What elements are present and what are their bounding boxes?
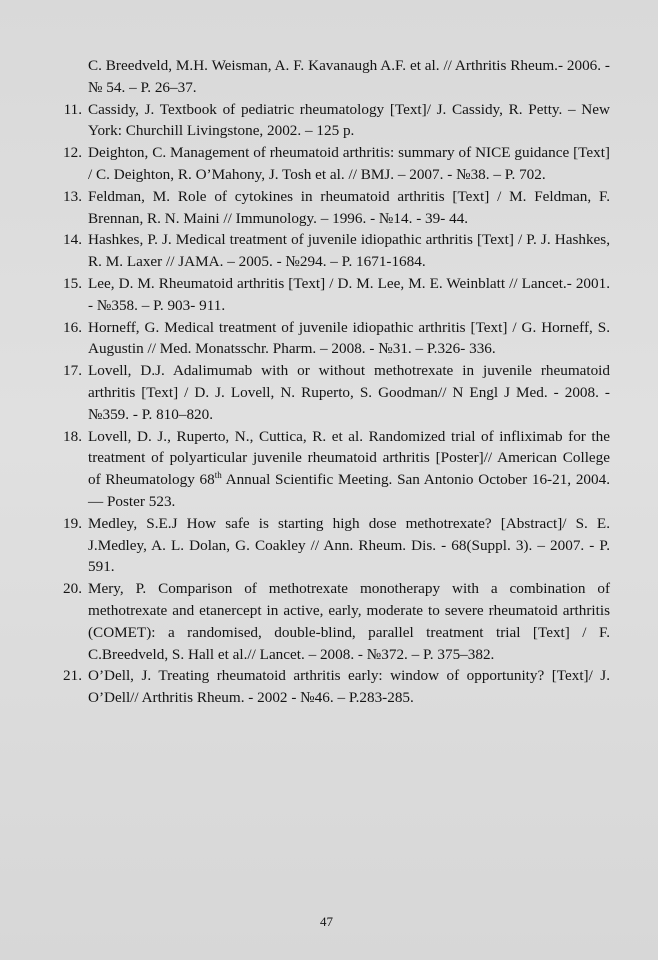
reference-number: 16. — [63, 318, 82, 336]
reference-text: Feldman, M. Role of cytokines in rheumatoid arthritis [Text] / M. Feldman, F. Brennan, R. N. Maini // Immunology. – 1996. - №14. - 39- 44. — [88, 187, 610, 227]
reference-item — [44, 55, 610, 99]
reference-number: 13. — [63, 187, 82, 205]
reference-text: Mery, P. Comparison of methotrexate monotherapy with a combination of methotrexate and etanercept in active, early, moderate to severe rheumatoid arthritis (COMET): a randomised, double-blind, parallel treatment trial [Text] / F. C.Breedveld, S. Hall et al.// Lancet. – 2008. - №372. – P. 375–382. — [88, 580, 610, 663]
reference-text: Cassidy, J. Textbook of pediatric rheumatology [Text]/ J. Cassidy, R. Petty. – New York: Churchill Livingstone, 2002. – 125 p. — [88, 100, 610, 140]
reference-text: C. Breedveld, M.H. Weisman, A. F. Kavanaugh A.F. et al. // Arthritis Rheum.- 2006. - № 54. – P. 26–37. — [88, 57, 610, 96]
reference-text-part: Annual Scientific Meeting. San Antonio October 16-21, 2004. — Poster 523. — [88, 471, 610, 510]
reference-text — [88, 428, 610, 510]
reference-number: 18. — [63, 427, 82, 445]
reference-text: O’Dell, J. Treating rheumatoid arthritis early: window of opportunity? [Text]/ J. O’Dell// Arthritis Rheum. - 2002 - №46. – P.283-285. — [88, 667, 610, 707]
reference-number: 14. — [63, 231, 82, 249]
reference-item — [44, 665, 610, 709]
reference-number: 11. — [63, 100, 82, 118]
reference-item — [44, 360, 610, 425]
reference-number: 12. — [63, 144, 82, 162]
reference-text-part: Lovell, D. J., Ruperto, N., Cuttica, R. et al. Randomized trial of infliximab for the treatment of polyarticular juvenile rheumatoid arthritis [Poster]// American College of Rheumatology 68 — [88, 427, 610, 489]
reference-item — [44, 578, 610, 665]
reference-text: Deighton, C. Management of rheumatoid arthritis: summary of NICE guidance [Text] / C. Deighton, R. O’Mahony, J. Tosh et al. // BMJ. – 2007. - №38. – P. 702. — [88, 144, 610, 183]
reference-text: Medley, S.E.J How safe is starting high dose methotrexate? [Abstract]/ S. E. J.Medley, A. L. Dolan, G. Coakley // Ann. Rheum. Dis. - 68(Suppl. 3). – 2007. - P. 591. — [88, 514, 610, 576]
reference-item — [44, 142, 610, 186]
reference-list — [44, 55, 610, 709]
reference-number: 15. — [63, 274, 82, 292]
reference-text: Horneff, G. Medical treatment of juvenile idiopathic arthritis [Text] / G. Horneff, S. Augustin // Med. Monatsschr. Pharm. – 2008. - №31. – P.326- 336. — [88, 318, 610, 358]
reference-text: Hashkes, P. J. Medical treatment of juvenile idiopathic arthritis [Text] / P. J. Hashkes, R. M. Laxer // JAMA. – 2005. - №294. – P. 1671-1684. — [88, 231, 610, 271]
reference-item — [44, 229, 610, 273]
reference-item — [44, 186, 610, 230]
reference-text: Lovell, D.J. Adalimumab with or without methotrexate in juvenile rheumatoid arthritis [Text] / D. J. Lovell, N. Ruperto, S. Goodman// N Engl J Med. - 2008. - №359. - P. 810–820. — [88, 362, 610, 423]
reference-item — [44, 99, 610, 143]
reference-item — [44, 273, 610, 317]
reference-item — [44, 513, 610, 578]
reference-item — [44, 317, 610, 361]
reference-number: 21. — [63, 667, 82, 685]
reference-number: 17. — [63, 362, 82, 380]
reference-number: 20. — [63, 580, 82, 598]
reference-number: 19. — [63, 514, 82, 532]
reference-item — [44, 426, 610, 513]
page-number: 47 — [320, 914, 333, 929]
reference-text: Lee, D. M. Rheumatoid arthritis [Text] / D. M. Lee, M. E. Weinblatt // Lancet.- 2001. - №358. – P. 903- 911. — [88, 274, 610, 314]
superscript: th — [214, 470, 222, 481]
